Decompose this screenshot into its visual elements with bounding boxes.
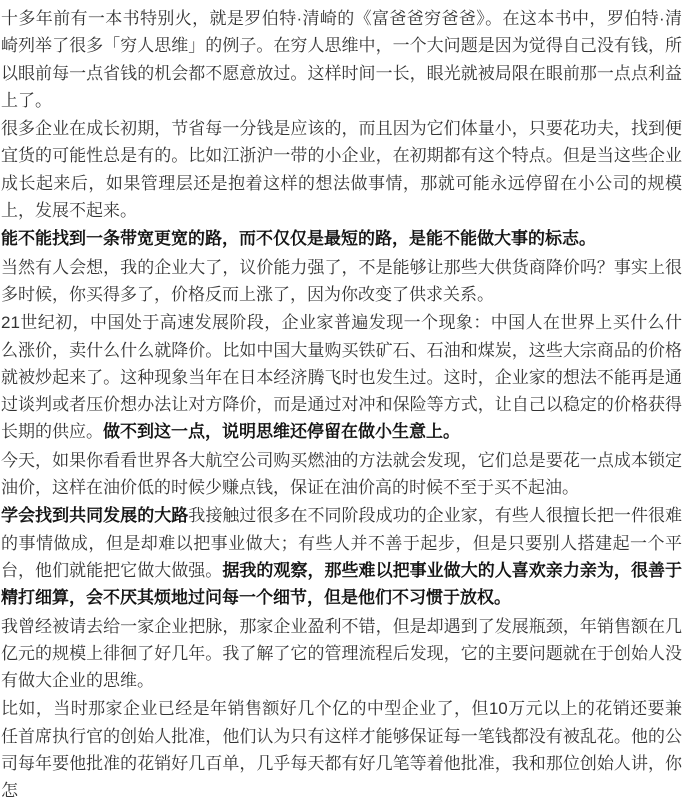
- text-run: 今天，如果你看看世界各大航空公司购买燃油的方法就会发现，它们总是要花一点成本锁定油价，这样在油价低的时候少赚点钱，保证在油价高的时候不至于买不起油。: [1, 450, 682, 498]
- paragraph-small-business-saving: [1, 115, 682, 224]
- bold-statement-wider-road: [1, 225, 682, 252]
- paragraph-china-commodities: [1, 309, 682, 445]
- paragraph-airlines-fuel-hedging: [1, 447, 682, 502]
- text-run: 当然有人会想，我的企业大了，议价能力强了，不是能够让那些大供货商降价吗？事实上很多时候，你买得多了，价格反而上涨了，因为你改变了供求关系。: [1, 257, 682, 304]
- paragraph-company-diagnosis: [1, 613, 682, 695]
- bold-text-run: 能不能找到一条带宽更宽的路，而不仅仅是最短的路，是能不能做大事的标志。: [1, 229, 596, 249]
- bold-text-run: 做不到这一点，说明思维还停留在做小生意上。: [103, 422, 460, 442]
- paragraph-rich-dad-poor-dad: [1, 5, 682, 114]
- text-run: 我接触过很多在不同阶段成功的企业家，有些人很擅长把一件很难的事情做成，但是却难以把事业做大；有些人并不善于起步，但是只要别人搭建起一个平台，他们就能把它做大做强。: [1, 506, 683, 580]
- text-run: 十多年前有一本书特别火，就是罗伯特·清崎的《富爸爸穷爸爸》。在这本书中，罗伯特·清崎列举了很多「穷人思维」的例子。在穷人思维中，一个大问题是因为觉得自己没有钱，所以眼前每一点省钱的机会都不愿意放过。这样时间一长，眼光就被局限在眼前那一点点利益上了。: [1, 9, 682, 110]
- text-run: 很多企业在成长初期，节省每一分钱是应该的，而且因为它们体量小，只要花功夫，找到便宜货的可能性总是有的。比如江浙沪一带的小企业，在初期都有这个特点。但是当这些企业成长起来后，如果管理层还是抱着这样的想法做事情，那就可能永远停留在小公司的规模上，发展不起来。: [1, 119, 682, 221]
- paragraph-common-development: [1, 502, 682, 611]
- bold-text-run: 据我的观察，那些难以把事业做大的人喜欢亲力亲为，很善于精打细算，会不厌其烦地过问每一个细节，但是他们不习惯于放权。: [1, 560, 683, 608]
- paragraph-ceo-approval: [1, 695, 682, 804]
- text-run: 21世纪初，中国处于高速发展阶段，企业家普遍发现一个现象：中国人在世界上买什么什么涨价，卖什么什么就降价。比如中国大量购买铁矿石、石油和煤炭，这些大宗商品的价格就被炒起来了。这种现象当年在日本经济腾飞时也发生过。这时，企业家的想法不能再是通过谈判或者压价想办法让对方降价，而是通过对冲和保险等方式，让自己以稳定的价格获得长期的供应。: [1, 313, 682, 442]
- text-run: 我曾经被请去给一家企业把脉，那家企业盈利不错，但是却遇到了发展瓶颈，年销售额在几亿元的规模上徘徊了好几年。我了解了它的管理流程后发现，它的主要问题就在于创始人没有做大企业的思维。: [1, 616, 682, 691]
- paragraph-bargaining-power: [1, 254, 682, 309]
- inline-heading-common-development: 学会找到共同发展的大路: [1, 506, 189, 526]
- text-run: 比如，当时那家企业已经是年销售额好几个亿的中型企业了，但10万元以上的花销还要兼任首席执行官的创始人批准，他们认为只有这样才能够保证每一笔钱都没有被乱花。他的公司每年要他批准的花销好几百单，几乎每天都有好几笔等着他批准，我和那位创始人讲，你怎: [1, 699, 682, 801]
